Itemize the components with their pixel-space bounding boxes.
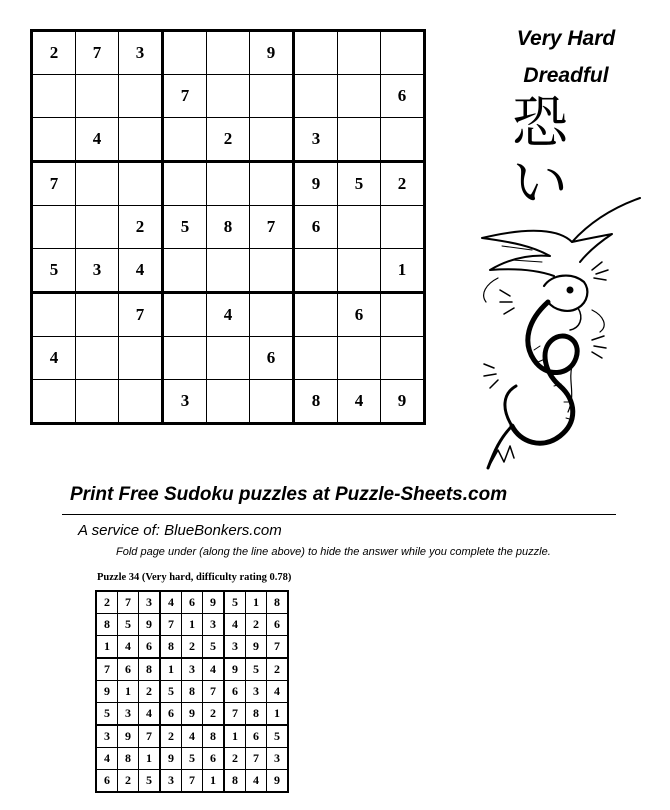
puzzle-cell: 7 (163, 75, 207, 118)
puzzle-cell (381, 118, 425, 162)
answer-cell: 9 (203, 591, 225, 614)
puzzle-cell (294, 249, 338, 293)
puzzle-cell (294, 293, 338, 337)
puzzle-cell (163, 31, 207, 75)
puzzle-row (32, 75, 425, 118)
answer-cell: 1 (139, 748, 161, 770)
puzzle-cell (338, 118, 381, 162)
answer-cell: 3 (182, 658, 203, 681)
puzzle-row (32, 118, 425, 162)
answer-cell: 2 (118, 770, 139, 793)
answer-cell: 7 (267, 636, 289, 659)
puzzle-cell: 3 (76, 249, 119, 293)
answer-cell: 4 (96, 748, 118, 770)
answer-cell: 8 (267, 591, 289, 614)
puzzle-cell (32, 380, 76, 424)
answer-cell: 6 (118, 658, 139, 681)
puzzle-cell (338, 31, 381, 75)
puzzle-cell (32, 75, 76, 118)
puzzle-cell (76, 380, 119, 424)
puzzle-cell (381, 337, 425, 380)
answer-cell: 2 (96, 591, 118, 614)
answer-cell: 2 (139, 681, 161, 703)
answer-caption: Puzzle 34 (Very hard, difficulty rating 0.78) (97, 572, 292, 583)
puzzle-cell: 2 (381, 162, 425, 206)
answer-cell: 4 (118, 636, 139, 659)
puzzle-cell (32, 118, 76, 162)
service-credit: A service of: BlueBonkers.com (78, 522, 282, 539)
answer-cell: 7 (160, 614, 182, 636)
puzzle-cell: 4 (119, 249, 163, 293)
puzzle-cell (250, 249, 294, 293)
answer-cell: 1 (96, 636, 118, 659)
puzzle-row (32, 162, 425, 206)
puzzle-cell (381, 293, 425, 337)
puzzle-cell (338, 249, 381, 293)
puzzle-cell (76, 293, 119, 337)
answer-cell: 9 (118, 725, 139, 748)
dragon-illustration (472, 190, 642, 475)
puzzle-row (32, 206, 425, 249)
puzzle-cell (294, 31, 338, 75)
answer-cell: 5 (182, 748, 203, 770)
answer-cell: 6 (139, 636, 161, 659)
puzzle-cell: 2 (119, 206, 163, 249)
answer-cell: 5 (203, 636, 225, 659)
answer-cell: 3 (246, 681, 267, 703)
puzzle-cell (119, 75, 163, 118)
answer-cell: 4 (139, 703, 161, 726)
kanji-char-1: 恐 (512, 91, 568, 156)
puzzle-cell (76, 337, 119, 380)
puzzle-cell (338, 75, 381, 118)
answer-cell: 3 (139, 591, 161, 614)
answer-cell: 7 (224, 703, 246, 726)
puzzle-cell (163, 249, 207, 293)
answer-cell: 5 (267, 725, 289, 748)
answer-cell: 1 (160, 658, 182, 681)
puzzle-cell (76, 75, 119, 118)
puzzle-cell: 4 (32, 337, 76, 380)
answer-cell: 7 (182, 770, 203, 793)
puzzle-row (32, 31, 425, 75)
answer-cell: 5 (96, 703, 118, 726)
puzzle-cell: 4 (76, 118, 119, 162)
answer-cell: 3 (160, 770, 182, 793)
answer-row (96, 703, 288, 726)
puzzle-cell: 3 (163, 380, 207, 424)
answer-cell: 3 (118, 703, 139, 726)
puzzle-cell (250, 380, 294, 424)
difficulty-word: Dreadful (523, 64, 609, 87)
puzzle-cell (119, 380, 163, 424)
puzzle-cell (207, 31, 250, 75)
puzzle-cell (76, 162, 119, 206)
answer-cell: 3 (224, 636, 246, 659)
answer-row (96, 591, 288, 614)
answer-cell: 8 (118, 748, 139, 770)
puzzle-cell (207, 380, 250, 424)
puzzle-cell: 6 (294, 206, 338, 249)
answer-cell: 9 (246, 636, 267, 659)
answer-cell: 2 (224, 748, 246, 770)
answer-cell: 4 (160, 591, 182, 614)
answer-cell: 4 (246, 770, 267, 793)
answer-row (96, 748, 288, 770)
answer-cell: 9 (267, 770, 289, 793)
puzzle-cell (338, 337, 381, 380)
answer-cell: 1 (224, 725, 246, 748)
answer-cell: 5 (139, 770, 161, 793)
answer-row (96, 725, 288, 748)
answer-cell: 7 (246, 748, 267, 770)
puzzle-cell: 5 (163, 206, 207, 249)
puzzle-cell: 3 (119, 31, 163, 75)
answer-cell: 6 (267, 614, 289, 636)
puzzle-cell (294, 337, 338, 380)
puzzle-cell: 7 (119, 293, 163, 337)
answer-cell: 6 (182, 591, 203, 614)
puzzle-cell (76, 206, 119, 249)
answer-cell: 1 (267, 703, 289, 726)
puzzle-cell (163, 293, 207, 337)
answer-row (96, 636, 288, 659)
promo-headline: Print Free Sudoku puzzles at Puzzle-Sheets.com (70, 484, 508, 505)
puzzle-cell: 7 (76, 31, 119, 75)
answer-cell: 1 (182, 614, 203, 636)
answer-cell: 4 (267, 681, 289, 703)
answer-cell: 6 (246, 725, 267, 748)
fold-line (62, 514, 616, 515)
answer-cell: 5 (160, 681, 182, 703)
puzzle-cell (163, 118, 207, 162)
puzzle-cell: 6 (381, 75, 425, 118)
answer-cell: 5 (246, 658, 267, 681)
answer-cell: 5 (224, 591, 246, 614)
answer-row (96, 681, 288, 703)
answer-cell: 4 (203, 658, 225, 681)
puzzle-cell: 8 (207, 206, 250, 249)
puzzle-row (32, 380, 425, 424)
answer-row (96, 614, 288, 636)
answer-cell: 6 (96, 770, 118, 793)
puzzle-row (32, 337, 425, 380)
answer-cell: 2 (267, 658, 289, 681)
puzzle-cell: 4 (338, 380, 381, 424)
puzzle-cell (32, 293, 76, 337)
puzzle-cell: 2 (32, 31, 76, 75)
puzzle-cell: 9 (294, 162, 338, 206)
puzzle-row (32, 249, 425, 293)
answer-cell: 8 (246, 703, 267, 726)
puzzle-cell (207, 337, 250, 380)
puzzle-cell: 7 (32, 162, 76, 206)
puzzle-cell (163, 337, 207, 380)
answer-cell: 9 (224, 658, 246, 681)
answer-row (96, 770, 288, 793)
puzzle-cell (119, 162, 163, 206)
puzzle-cell (207, 75, 250, 118)
answer-cell: 8 (182, 681, 203, 703)
answer-cell: 9 (96, 681, 118, 703)
answer-cell: 8 (224, 770, 246, 793)
puzzle-cell (294, 75, 338, 118)
answer-grid (95, 590, 289, 793)
puzzle-cell: 1 (381, 249, 425, 293)
puzzle-cell: 5 (32, 249, 76, 293)
puzzle-row (32, 293, 425, 337)
answer-cell: 7 (96, 658, 118, 681)
fold-instructions: Fold page under (along the line above) to hide the answer while you complete the puzzle. (116, 546, 551, 558)
answer-cell: 1 (203, 770, 225, 793)
answer-cell: 5 (118, 614, 139, 636)
answer-cell: 1 (118, 681, 139, 703)
puzzle-cell (250, 293, 294, 337)
answer-cell: 7 (139, 725, 161, 748)
puzzle-cell: 6 (338, 293, 381, 337)
puzzle-cell (119, 118, 163, 162)
puzzle-cell (250, 75, 294, 118)
answer-cell: 4 (182, 725, 203, 748)
puzzle-cell (119, 337, 163, 380)
puzzle-cell: 9 (250, 31, 294, 75)
answer-cell: 2 (203, 703, 225, 726)
difficulty-level: Very Hard (516, 27, 616, 50)
puzzle-cell: 2 (207, 118, 250, 162)
puzzle-cell: 6 (250, 337, 294, 380)
puzzle-cell: 7 (250, 206, 294, 249)
answer-cell: 2 (160, 725, 182, 748)
answer-cell: 6 (160, 703, 182, 726)
answer-cell: 8 (160, 636, 182, 659)
puzzle-cell (381, 31, 425, 75)
puzzle-cell (207, 162, 250, 206)
puzzle-cell: 8 (294, 380, 338, 424)
answer-cell: 8 (203, 725, 225, 748)
puzzle-cell (338, 206, 381, 249)
answer-cell: 2 (182, 636, 203, 659)
puzzle-cell: 5 (338, 162, 381, 206)
puzzle-cell (207, 249, 250, 293)
answer-cell: 8 (139, 658, 161, 681)
answer-cell: 1 (246, 591, 267, 614)
puzzle-cell (250, 162, 294, 206)
puzzle-cell: 9 (381, 380, 425, 424)
puzzle-cell (32, 206, 76, 249)
puzzle-cell (163, 162, 207, 206)
answer-cell: 7 (118, 591, 139, 614)
puzzle-cell (381, 206, 425, 249)
answer-cell: 6 (224, 681, 246, 703)
sudoku-puzzle-grid (30, 29, 426, 425)
answer-cell: 9 (160, 748, 182, 770)
answer-cell: 9 (139, 614, 161, 636)
answer-cell: 2 (246, 614, 267, 636)
answer-cell: 3 (96, 725, 118, 748)
answer-cell: 6 (203, 748, 225, 770)
puzzle-cell: 3 (294, 118, 338, 162)
puzzle-cell: 4 (207, 293, 250, 337)
answer-cell: 8 (96, 614, 118, 636)
answer-row (96, 658, 288, 681)
kanji-char-2: い (512, 151, 568, 216)
answer-cell: 3 (203, 614, 225, 636)
answer-cell: 7 (203, 681, 225, 703)
puzzle-cell (250, 118, 294, 162)
answer-cell: 9 (182, 703, 203, 726)
answer-cell: 3 (267, 748, 289, 770)
answer-cell: 4 (224, 614, 246, 636)
